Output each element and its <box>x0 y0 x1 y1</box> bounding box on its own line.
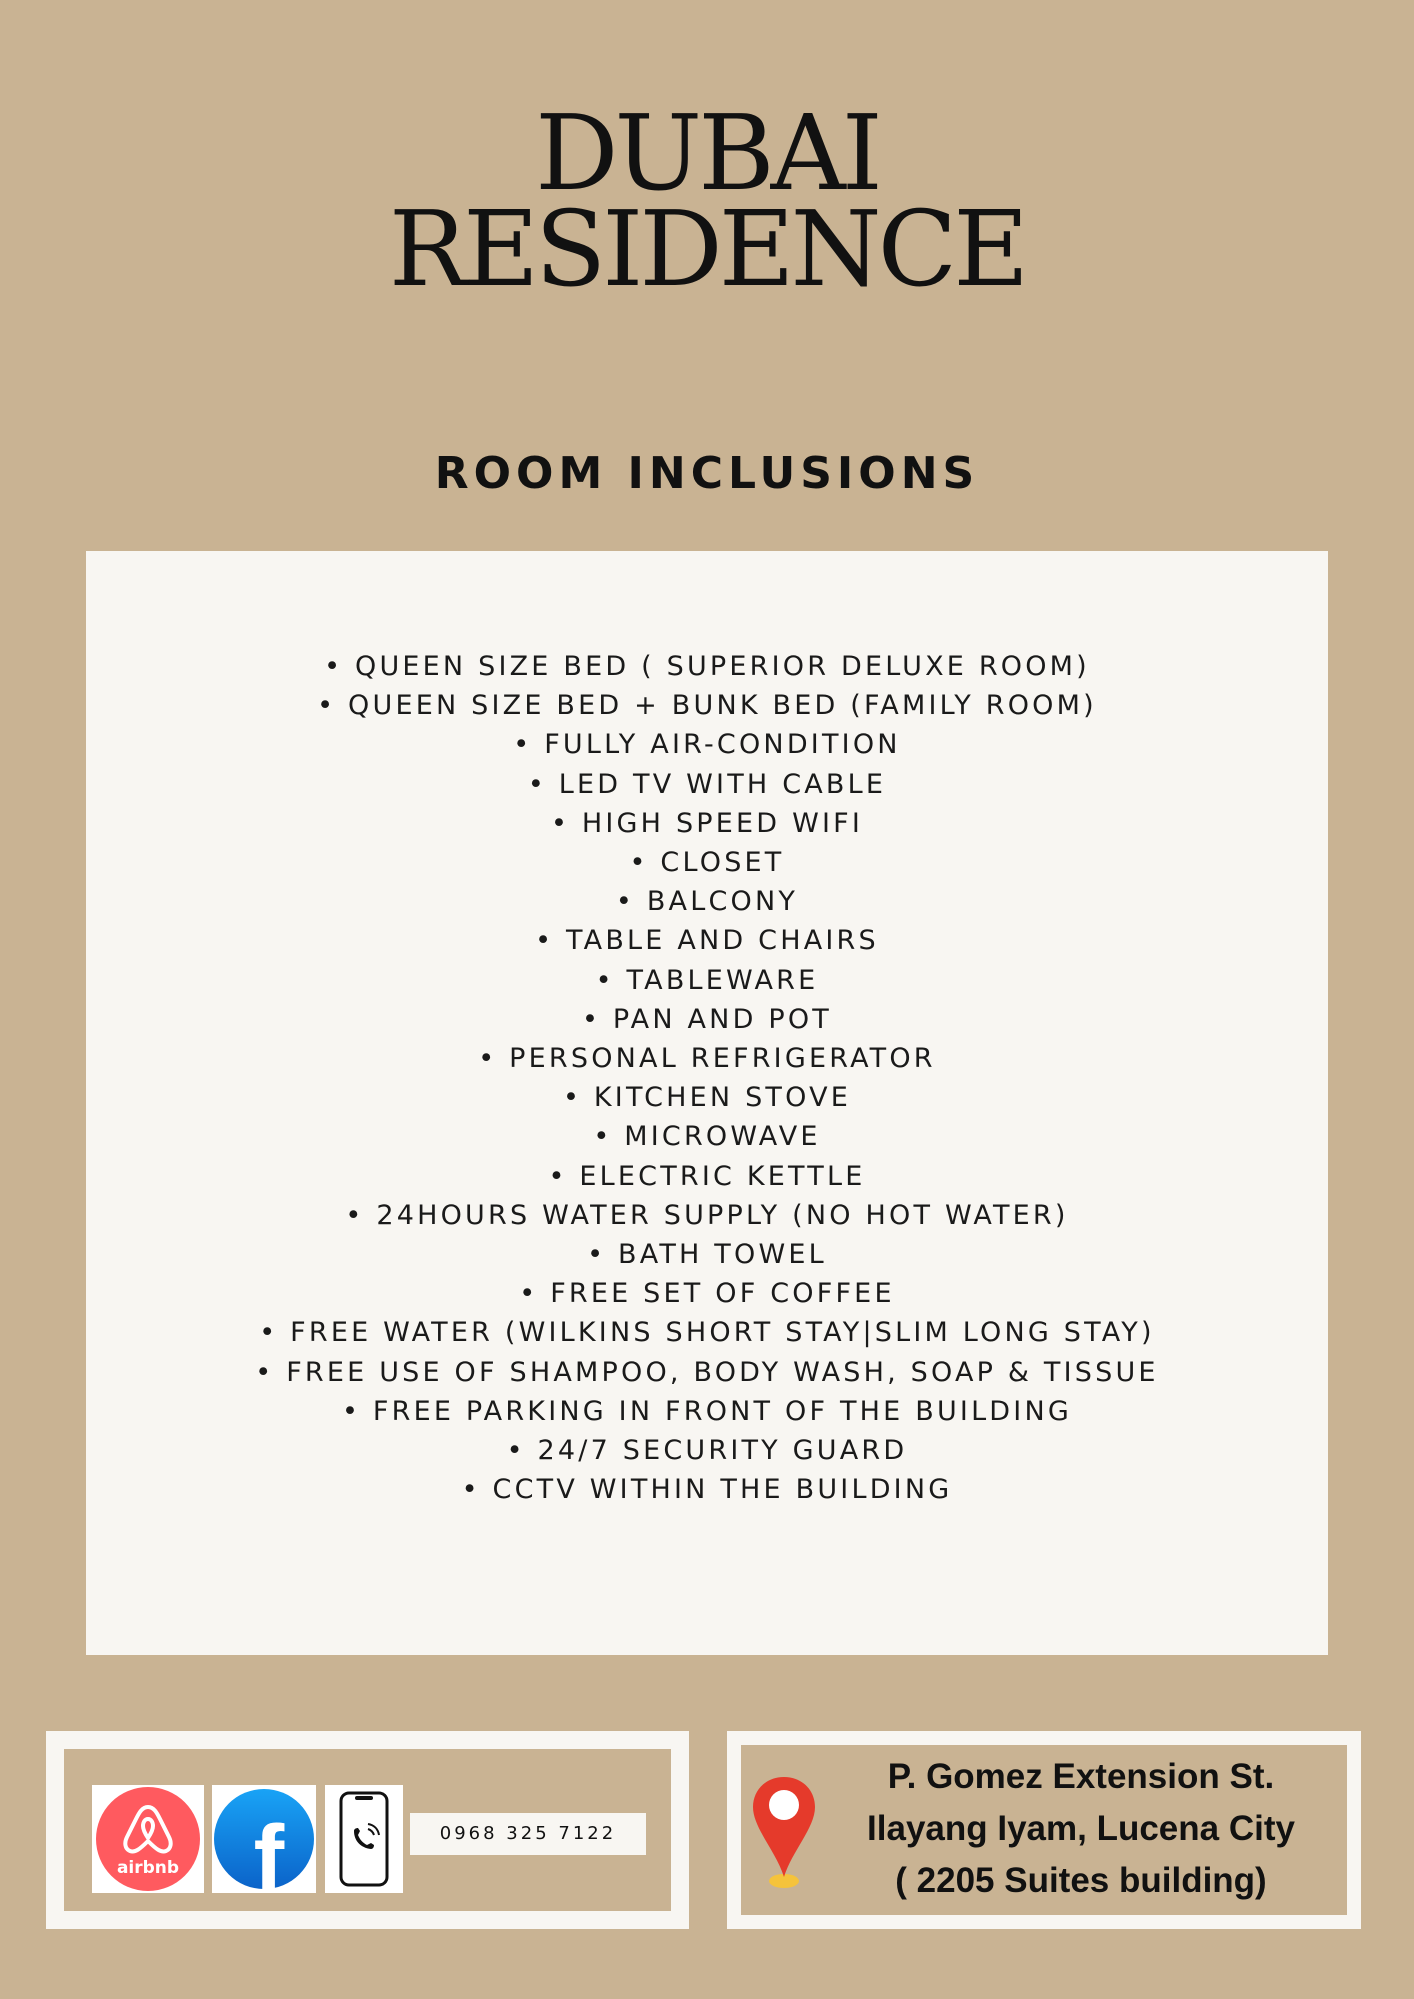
phone-icon[interactable] <box>325 1785 403 1893</box>
title-line-2: RESIDENCE <box>388 188 1026 310</box>
phone-number[interactable]: 0968 325 7122 <box>410 1813 646 1855</box>
contact-box <box>46 1731 689 1929</box>
inclusion-item: • FREE SET OF COFFEE <box>519 1278 895 1310</box>
address-line-3: ( 2205 Suites building) <box>895 1861 1267 1900</box>
address-text <box>817 1751 1345 1907</box>
inclusion-item: • 24HOURS WATER SUPPLY (NO HOT WATER) <box>345 1199 1069 1231</box>
inclusion-item: • ELECTRIC KETTLE <box>548 1160 866 1192</box>
inclusion-item: • BALCONY <box>615 886 799 918</box>
residence-title <box>0 92 1414 310</box>
inclusion-item: • MICROWAVE <box>593 1121 821 1153</box>
inclusion-item: • BATH TOWEL <box>587 1239 827 1271</box>
contact-panel <box>64 1749 671 1911</box>
inclusions-card <box>86 551 1328 1655</box>
inclusion-item: • QUEEN SIZE BED ( SUPERIOR DELUXE ROOM) <box>324 651 1090 682</box>
inclusion-item: • PAN AND POT <box>582 1003 832 1035</box>
inclusion-item: • QUEEN SIZE BED + BUNK BED (FAMILY ROOM) <box>317 690 1097 722</box>
address-line-1: P. Gomez Extension St. <box>887 1757 1275 1796</box>
inclusions-list <box>86 647 1328 1509</box>
inclusion-item: • FULLY AIR-CONDITION <box>513 729 901 761</box>
inclusion-item: • PERSONAL REFRIGERATOR <box>478 1043 936 1075</box>
address-panel <box>741 1745 1347 1915</box>
room-inclusions-heading: ROOM INCLUSIONS <box>434 448 980 499</box>
location-pin-icon <box>749 1773 819 1893</box>
inclusion-item: • KITCHEN STOVE <box>562 1082 852 1114</box>
facebook-logo-icon[interactable] <box>212 1785 316 1893</box>
inclusion-item: • FREE PARKING IN FRONT OF THE BUILDING <box>342 1395 1072 1427</box>
inclusion-item: • TABLE AND CHAIRS <box>535 925 879 957</box>
address-line-2: Ilayang Iyam, Lucena City <box>867 1809 1295 1848</box>
inclusion-item: • LED TV WITH CABLE <box>527 768 887 800</box>
title-line-1: DUBAI <box>535 92 879 214</box>
inclusion-item: • 24/7 SECURITY GUARD <box>506 1435 908 1467</box>
airbnb-logo-icon[interactable] <box>92 1785 204 1893</box>
inclusion-item: • HIGH SPEED WIFI <box>550 807 864 839</box>
inclusion-item: • FREE USE OF SHAMPOO, BODY WASH, SOAP & TISSUE <box>255 1356 1159 1388</box>
inclusion-item: • TABLEWARE <box>595 964 819 996</box>
inclusion-item: • FREE WATER (WILKINS SHORT STAY|SLIM LONG STAY) <box>259 1317 1155 1349</box>
facebook-logo-text: f <box>253 1807 285 1893</box>
airbnb-logo-text: airbnb <box>116 1858 180 1878</box>
inclusion-item: • CCTV WITHIN THE BUILDING <box>461 1474 953 1506</box>
address-box <box>727 1731 1361 1929</box>
inclusion-item: • CLOSET <box>629 847 785 879</box>
